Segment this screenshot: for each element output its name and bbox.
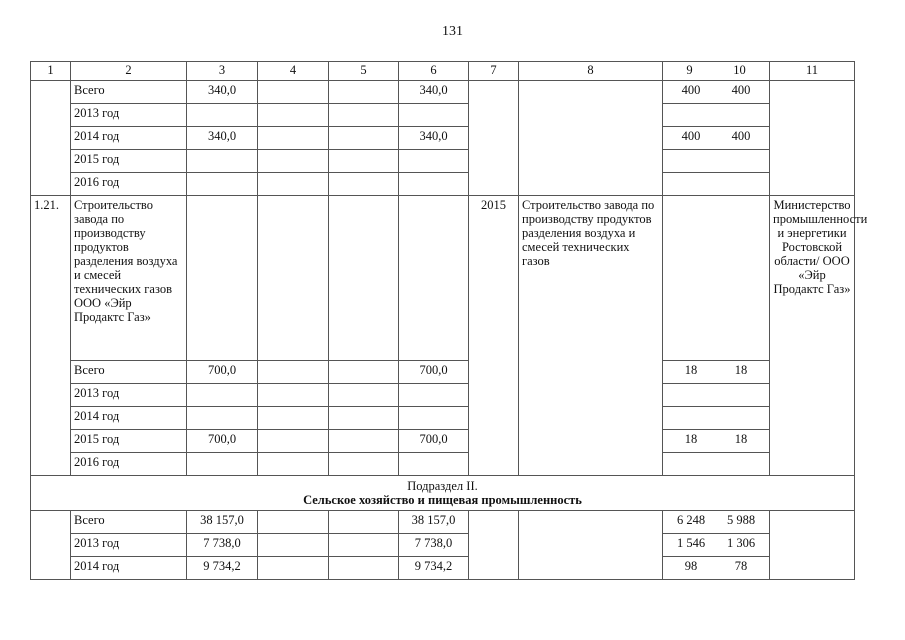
- program-table: [30, 61, 868, 580]
- value-other: [399, 104, 469, 127]
- year-label: 2013 год: [71, 104, 187, 127]
- value-total: 340,0: [187, 127, 258, 150]
- executor: Министерство промышленности и энергетики Ростовской области/ ООО «Эйр Продактс Газ»: [770, 196, 855, 476]
- indicator-cell: [663, 557, 770, 580]
- indicator-cell: [663, 453, 770, 476]
- value-other: [399, 453, 469, 476]
- value-total: 700,0: [187, 430, 258, 453]
- year-label: 2015 год: [71, 430, 187, 453]
- page-number: 131: [442, 24, 463, 39]
- indicator-cell: [663, 150, 770, 173]
- value-total: 38 157,0: [187, 511, 258, 534]
- column-header: 4: [258, 62, 329, 81]
- year-label: Всего: [71, 81, 187, 104]
- value-other: 38 157,0: [399, 511, 469, 534]
- table-row: [31, 511, 855, 534]
- indicator-cell: [663, 173, 770, 196]
- value-total: 700,0: [187, 361, 258, 384]
- year-label: 2016 год: [71, 453, 187, 476]
- year-label: Всего: [71, 511, 187, 534]
- row-number-cell: [31, 511, 71, 580]
- indicator-10: 400: [731, 83, 751, 97]
- indicator-10: 400: [731, 129, 751, 143]
- section-name: Сельское хозяйство и пищевая промышленность: [303, 493, 582, 507]
- table-row: [31, 384, 855, 407]
- column-header: 7: [469, 62, 519, 81]
- measure-name: Строительство завода по производству продуктов разделения воздуха и смесей технических газов ООО «Эйр Продактс Газ»: [71, 196, 187, 361]
- year-label: Всего: [71, 361, 187, 384]
- indicator-cell: [663, 407, 770, 430]
- column-header: 3: [187, 62, 258, 81]
- indicator-cell: [663, 127, 770, 150]
- table-row: [31, 534, 855, 557]
- indicator-9: 18: [684, 363, 698, 377]
- row-number-cell: [31, 81, 71, 196]
- indicator-cell: [663, 511, 770, 534]
- value-total: 340,0: [187, 81, 258, 104]
- value-total: [187, 173, 258, 196]
- table-row: [31, 81, 855, 104]
- indicator-9: 18: [684, 432, 698, 446]
- expected-result: Строительство завода по производству продуктов разделения воздуха и смесей технических газов: [519, 196, 663, 476]
- section-header-row: [31, 476, 855, 511]
- indicator-10: 78: [734, 559, 748, 573]
- table-row: [31, 196, 855, 361]
- value-other: [399, 384, 469, 407]
- indicator-9: 98: [684, 559, 698, 573]
- column-header: 2: [71, 62, 187, 81]
- result-cell: [519, 81, 663, 196]
- year-label: 2016 год: [71, 173, 187, 196]
- value-other: [399, 407, 469, 430]
- indicator-10: 1 306: [726, 536, 756, 550]
- section-title: Подраздел II.: [407, 479, 478, 493]
- indicator-10: 18: [734, 432, 748, 446]
- value-other: 340,0: [399, 81, 469, 104]
- column-header: 6: [399, 62, 469, 81]
- value-total: [187, 407, 258, 430]
- table-row: [31, 361, 855, 384]
- value-total: [187, 384, 258, 407]
- table-row: [31, 104, 855, 127]
- executor-cell: [770, 511, 855, 580]
- indicator-cell: [663, 104, 770, 127]
- column-header: 11: [770, 62, 855, 81]
- table-row: [31, 453, 855, 476]
- year-label: 2013 год: [71, 384, 187, 407]
- value-total: 7 738,0: [187, 534, 258, 557]
- column-header: 10: [733, 63, 746, 77]
- value-other: 700,0: [399, 361, 469, 384]
- executor-cell: [770, 81, 855, 196]
- year-cell: [469, 81, 519, 196]
- table-row: [31, 127, 855, 150]
- column-header-9-10: [663, 62, 770, 81]
- column-header-row: [31, 62, 855, 81]
- table-row: [31, 557, 855, 580]
- table-row: [31, 150, 855, 173]
- indicator-9: 400: [681, 129, 701, 143]
- indicator-9: 400: [681, 83, 701, 97]
- value-total: [187, 150, 258, 173]
- indicator-cell: [663, 430, 770, 453]
- value-other: [399, 150, 469, 173]
- value-total: [187, 453, 258, 476]
- indicator-10: 5 988: [726, 513, 756, 527]
- value-total: 9 734,2: [187, 557, 258, 580]
- column-header: 1: [31, 62, 71, 81]
- year-label: 2014 год: [71, 557, 187, 580]
- value-total: [187, 104, 258, 127]
- value-other: 9 734,2: [399, 557, 469, 580]
- row-number: 1.21.: [31, 196, 71, 476]
- year-label: 2013 год: [71, 534, 187, 557]
- column-header: 5: [329, 62, 399, 81]
- indicator-cell: [663, 384, 770, 407]
- indicator-9: 1 546: [676, 536, 706, 550]
- indicator-cell: [663, 361, 770, 384]
- year-label: 2014 год: [71, 407, 187, 430]
- value-other: 340,0: [399, 127, 469, 150]
- year-label: 2014 год: [71, 127, 187, 150]
- indicator-cell: [663, 534, 770, 557]
- result-cell: [519, 511, 663, 580]
- year-cell: [469, 511, 519, 580]
- section-header: [31, 476, 855, 511]
- table-row: [31, 173, 855, 196]
- value-other: [399, 173, 469, 196]
- column-header: 9: [686, 63, 693, 77]
- indicator-cell: [663, 81, 770, 104]
- table-row: [31, 430, 855, 453]
- table-row: [31, 407, 855, 430]
- value-other: 700,0: [399, 430, 469, 453]
- value-other: 7 738,0: [399, 534, 469, 557]
- column-header: 8: [519, 62, 663, 81]
- implementation-year: 2015: [469, 196, 519, 476]
- year-label: 2015 год: [71, 150, 187, 173]
- indicator-9: 6 248: [676, 513, 706, 527]
- indicator-10: 18: [734, 363, 748, 377]
